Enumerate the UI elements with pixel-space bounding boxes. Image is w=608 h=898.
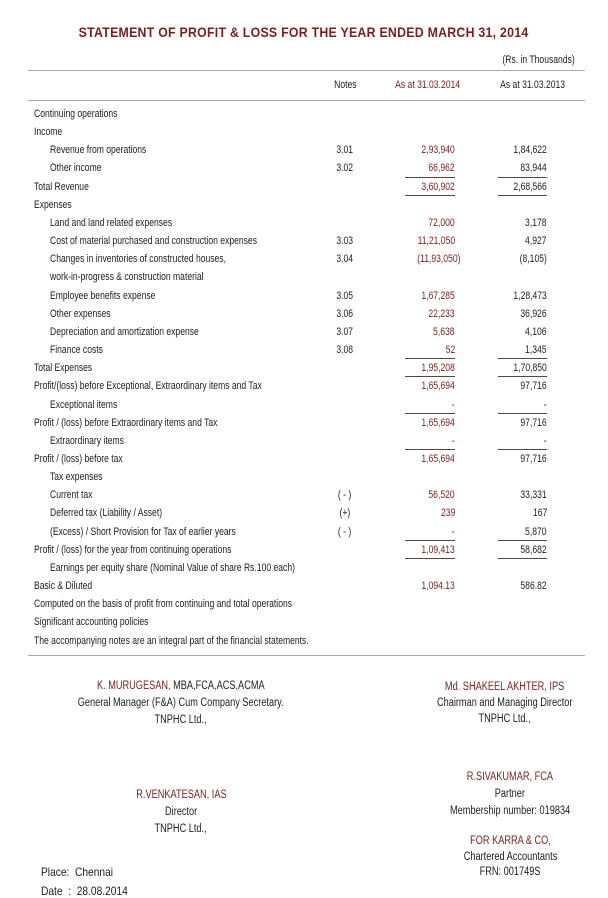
amount-2013: 1,28,473 [513, 289, 547, 302]
row-label-cell [50, 232, 315, 250]
amount-2014: 1,09,413 [421, 543, 455, 556]
row-label: Expenses [34, 198, 72, 211]
row-label: Profit / (loss) for the year from continuing operations [34, 543, 232, 556]
row-note: 3.02 [336, 162, 354, 175]
amount-2014-cell [405, 341, 455, 359]
statement-row [0, 632, 608, 650]
auditor-firm-name: FOR KARRA & CO, [469, 835, 551, 847]
row-label-cell [50, 141, 174, 159]
statement-row [0, 141, 608, 159]
statement-title [0, 23, 608, 41]
amount-2013: 97,716 [520, 380, 547, 393]
header-bottom-rule [28, 100, 585, 101]
row-label-cell [34, 632, 386, 650]
statement-row [0, 559, 608, 577]
statement-row [0, 377, 608, 395]
amount-2013: 97,716 [520, 416, 547, 429]
row-label-cell [50, 214, 207, 232]
amount-2014-cell [405, 178, 455, 196]
amount-2014: 3,60,902 [421, 180, 455, 193]
amount-2013-cell [498, 414, 547, 432]
row-label: Income [34, 126, 63, 139]
row-label: Profit / (loss) before tax [34, 452, 123, 465]
row-note: 3.05 [336, 289, 354, 302]
row-label-cell [34, 613, 181, 631]
row-label: Profit / (loss) before Extraordinary items and Tax [34, 416, 218, 429]
signature-block-director [31, 787, 331, 838]
statement-row [0, 178, 608, 196]
statement-row [0, 250, 608, 268]
row-label-cell [50, 268, 247, 286]
row-label-cell [34, 577, 109, 595]
statement-row [0, 232, 608, 250]
amount-2013-cell [498, 141, 547, 159]
amount-2013: 586.82 [520, 580, 547, 593]
row-label: work-in-progress & construction material [50, 271, 204, 284]
amount-2014-cell [405, 450, 455, 468]
statement-row [0, 159, 608, 177]
row-label: Deferred tax (Liability / Asset) [50, 507, 163, 520]
column-header-2014-text: As at 31.03.2014 [395, 79, 461, 91]
signatory-company: TNPHC Ltd., [154, 714, 208, 726]
amount-2013-cell [498, 159, 547, 177]
amount-2013-cell [498, 504, 547, 522]
amount-2014-cell [405, 232, 455, 250]
statement-row [0, 123, 608, 141]
row-label: Depreciation and amortization expense [50, 325, 199, 338]
statement-row [0, 450, 608, 468]
row-label: Employee benefits expense [50, 289, 156, 302]
row-label: Profit/(loss) before Exceptional, Extraordinary items and Tax [34, 380, 262, 393]
amount-2014: 239 [440, 507, 455, 520]
signature-block-cmd [415, 679, 595, 727]
statement-bottom-rule [28, 655, 585, 656]
signature-block-gm [31, 678, 331, 729]
signatory-designation: Chairman and Managing Director [437, 697, 573, 709]
row-label: Cost of material purchased and construction expenses [50, 235, 257, 248]
statement-row [0, 105, 608, 123]
signatory-name-line [31, 678, 331, 695]
row-label: Land and land related expenses [50, 216, 173, 229]
signature-block-partner [420, 769, 600, 820]
amount-2013-cell [498, 541, 547, 559]
amount-2014-cell [405, 486, 455, 504]
column-header-notes-text: Notes [333, 79, 357, 91]
statement-row [0, 268, 608, 286]
amount-2013-cell [498, 287, 547, 305]
amount-2013: 167 [532, 507, 547, 520]
row-note: 3.04 [336, 253, 354, 266]
amount-2014-cell [405, 577, 455, 595]
row-note: 3.07 [336, 325, 354, 338]
amount-2013: 5,870 [525, 525, 547, 538]
row-note-cell [322, 141, 368, 159]
amount-2014-cell [405, 159, 455, 177]
signatory-name: R.SIVAKUMAR, FCA [466, 771, 554, 783]
amount-2013-cell [498, 214, 547, 232]
amount-2013-cell [498, 486, 547, 504]
column-header-2013-text: As at 31.03.2013 [500, 79, 566, 91]
row-label-cell [34, 359, 109, 377]
row-note-cell [322, 232, 368, 250]
signatory-name: K. MURUGESAN, [97, 680, 171, 692]
row-label: Total Expenses [34, 362, 93, 375]
amount-2013: 97,716 [520, 452, 547, 465]
amount-2013: - [544, 434, 547, 447]
row-note-cell [322, 305, 368, 323]
amount-2014-cell [405, 541, 455, 559]
statement-row [0, 523, 608, 541]
amount-2013: 58,682 [520, 543, 547, 556]
amount-2013: 3,178 [525, 216, 547, 229]
header-top-rule [28, 70, 585, 71]
row-label-cell [34, 541, 287, 559]
amount-2014: 1,65,694 [421, 452, 455, 465]
row-label: Computed on the basis of profit from continuing and total operations [34, 598, 293, 611]
amount-2014: 52 [445, 344, 455, 357]
statement-row [0, 196, 608, 214]
row-label: Finance costs [50, 344, 103, 357]
row-note: (+) [339, 507, 351, 520]
signatory-qualifications: MBA,FCA,ACS,ACMA [173, 680, 265, 692]
statement-row [0, 595, 608, 613]
signatory-designation: Partner [494, 788, 526, 800]
amount-2013-cell [498, 577, 547, 595]
statement-row [0, 305, 608, 323]
row-note: 3.06 [336, 307, 354, 320]
amount-2014-cell [405, 377, 455, 395]
row-note: ( - ) [338, 525, 352, 538]
statement-row [0, 468, 608, 486]
amount-2014-cell [405, 504, 455, 522]
amount-2013: - [544, 398, 547, 411]
row-label: Revenue from operations [50, 144, 147, 157]
row-label-cell [50, 486, 104, 504]
row-label-cell [50, 504, 194, 522]
amount-2014-cell [405, 396, 455, 414]
statement-row [0, 414, 608, 432]
row-note-cell [322, 486, 368, 504]
row-note-cell [322, 341, 368, 359]
statement-row [0, 323, 608, 341]
amount-2013-cell [498, 359, 547, 377]
amount-2014-cell [405, 141, 455, 159]
units-note-text: (Rs. in Thousands) [502, 54, 575, 66]
row-label: Basic & Diluted [34, 580, 93, 593]
amount-2014-cell [405, 359, 455, 377]
amount-2014: 56,520 [428, 489, 455, 502]
place-text: Place: Chennai [40, 865, 113, 879]
amount-2013-cell [498, 432, 547, 450]
amount-2014: 1,65,694 [421, 416, 455, 429]
amount-2014: 1,65,694 [421, 380, 455, 393]
amount-2013-cell [498, 523, 547, 541]
row-label-cell [50, 287, 185, 305]
amount-2014: - [452, 398, 455, 411]
amount-2014: 5,638 [433, 325, 455, 338]
row-label-cell [34, 123, 70, 141]
row-label-cell [34, 178, 104, 196]
row-label-cell [50, 468, 117, 486]
amount-2014: 11,21,050 [417, 235, 455, 248]
row-label: Changes in inventories of constructed houses, [50, 253, 226, 266]
row-label-cell [50, 159, 116, 177]
row-label-cell [34, 595, 365, 613]
statement-row [0, 287, 608, 305]
date-text: Date : 28.08.2014 [40, 884, 128, 898]
amount-2014: 22,233 [428, 307, 455, 320]
row-label-cell [50, 305, 128, 323]
amount-2013-cell [498, 250, 547, 268]
date [34, 872, 143, 898]
row-note-cell [322, 159, 368, 177]
amount-2014: 2,93,940 [421, 144, 455, 157]
row-label-cell [50, 250, 276, 268]
units-note [400, 53, 575, 67]
amount-2013: 83,944 [520, 162, 547, 175]
row-label-cell [50, 341, 118, 359]
row-note-cell [322, 504, 368, 522]
statement-row [0, 504, 608, 522]
row-label: Extraordinary items [50, 434, 124, 447]
amount-2013: 2,68,566 [513, 180, 547, 193]
row-label: Continuing operations [34, 108, 118, 120]
amount-2013-cell [498, 232, 547, 250]
signatory-designation: General Manager (F&A) Cum Company Secretary. [78, 697, 284, 709]
place [34, 851, 125, 879]
statement-row [0, 432, 608, 450]
row-label: Earnings per equity share (Nominal Value of share Rs.100 each) [50, 561, 295, 574]
amount-2013-cell [498, 305, 547, 323]
amount-2013: 1,70,850 [513, 362, 547, 375]
row-label: Total Revenue [34, 180, 89, 193]
amount-2014: 66,962 [428, 162, 455, 175]
statement-row [0, 541, 608, 559]
amount-2014: 72,000 [428, 216, 455, 229]
amount-2013-cell [498, 178, 547, 196]
amount-2013: (8,105) [519, 253, 547, 266]
signatory-designation: Director [164, 806, 198, 818]
row-label-cell [50, 323, 241, 341]
amount-2013: 36,926 [520, 307, 547, 320]
row-note: 3.01 [336, 144, 354, 157]
amount-2014-cell [405, 523, 455, 541]
amount-2014: - [452, 525, 455, 538]
amount-2013-cell [498, 450, 547, 468]
row-label: The accompanying notes are an integral part of the financial statements. [34, 634, 309, 647]
membership-number: Membership number: 019834 [449, 805, 571, 817]
column-header-notes [322, 77, 368, 93]
row-note-cell [322, 250, 368, 268]
signatory-name: R.VENKATESAN, IAS [135, 789, 227, 801]
amount-2014-cell [405, 323, 455, 341]
amount-2013: 33,331 [520, 489, 547, 502]
row-label: Tax expenses [50, 471, 103, 484]
row-label-cell [50, 559, 364, 577]
amount-2014: (11,93,050) [417, 253, 461, 266]
statement-row [0, 396, 608, 414]
amount-2014-cell [405, 214, 455, 232]
row-label-cell [34, 450, 148, 468]
amount-2013: 1,84,622 [513, 144, 547, 157]
signatory-name: Md. SHAKEEL AKHTER, IPS [445, 681, 565, 693]
statement-row [0, 577, 608, 595]
statement-title-text: STATEMENT OF PROFIT & LOSS FOR THE YEAR ENDED MARCH 31, 2014 [79, 24, 529, 40]
amount-2014: 1,67,285 [421, 289, 455, 302]
row-label: Other expenses [50, 307, 111, 320]
statement-row [0, 359, 608, 377]
amount-2013-cell [498, 396, 547, 414]
auditor-firm-block [420, 834, 600, 881]
row-label-cell [34, 377, 326, 395]
auditor-firm-type: Chartered Accountants [463, 850, 557, 863]
amount-2014-cell [405, 414, 455, 432]
amount-2014-cell [405, 250, 461, 268]
column-header-2013 [491, 77, 571, 93]
row-label-cell [34, 414, 269, 432]
amount-2013-cell [498, 323, 547, 341]
column-header-2014 [386, 77, 466, 93]
amount-2013-cell [498, 377, 547, 395]
row-label: Significant accounting policies [34, 616, 149, 629]
statement-row [0, 341, 608, 359]
amount-2014-cell [405, 287, 455, 305]
amount-2014: 1,95,208 [421, 362, 455, 375]
auditor-firm-frn: FRN: 001749S [479, 866, 541, 878]
amount-2014: 1,094.13 [421, 580, 455, 593]
statement-row [0, 214, 608, 232]
statement-row [0, 486, 608, 504]
amount-2013: 4,927 [525, 235, 547, 248]
amount-2014: - [452, 434, 455, 447]
row-label-cell [50, 523, 288, 541]
amount-2013: 1,345 [525, 344, 547, 357]
amount-2014-cell [405, 432, 455, 450]
row-label: Other income [50, 162, 102, 175]
row-note: ( - ) [338, 489, 352, 502]
statement-row [0, 613, 608, 631]
amount-2013: 4,106 [525, 325, 547, 338]
row-label-cell [50, 396, 136, 414]
row-label-cell [34, 105, 141, 123]
row-note-cell [322, 323, 368, 341]
amount-2013-cell [498, 341, 547, 359]
amount-2014-cell [405, 305, 455, 323]
row-label-cell [50, 432, 145, 450]
row-note: 3.03 [336, 235, 354, 248]
signatory-company: TNPHC Ltd., [478, 713, 532, 725]
signatory-company: TNPHC Ltd., [154, 823, 208, 835]
row-label: Current tax [50, 489, 93, 502]
row-note-cell [322, 287, 368, 305]
row-label-cell [34, 196, 82, 214]
row-label: Exceptional items [50, 398, 118, 411]
row-note-cell [322, 523, 368, 541]
row-note: 3.08 [336, 344, 354, 357]
statement-table [0, 105, 608, 650]
row-label: (Excess) / Short Provision for Tax of earlier years [50, 525, 236, 538]
